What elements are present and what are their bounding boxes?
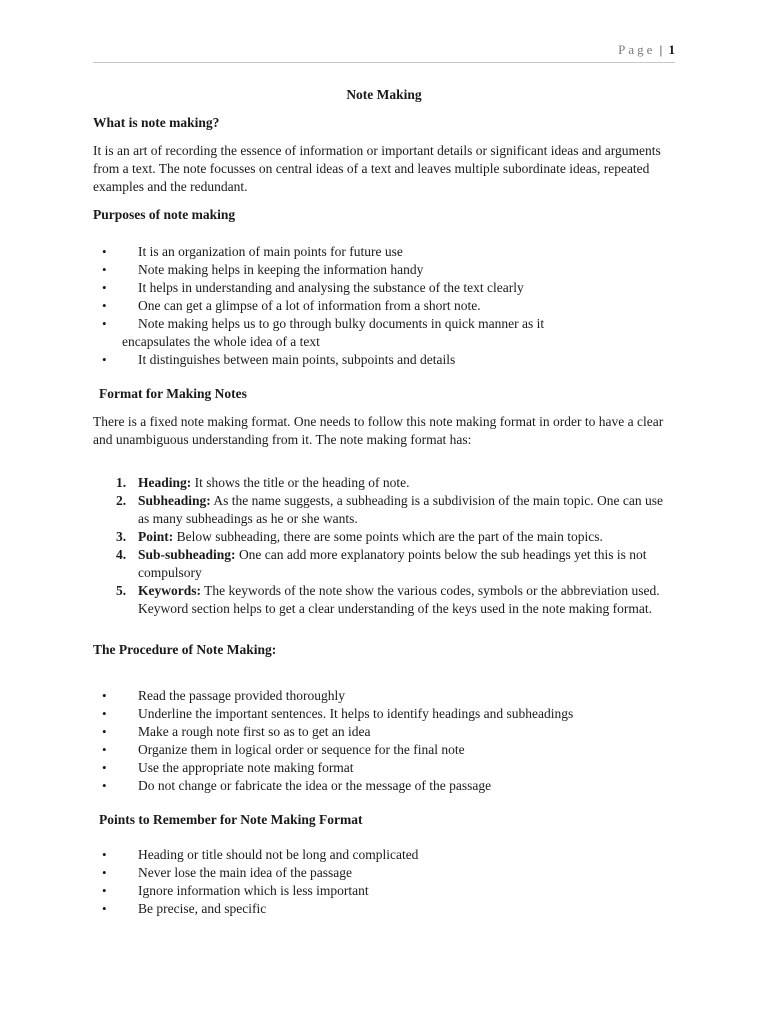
- list-item: • It distinguishes between main points, subpoints and details: [93, 351, 675, 369]
- list-item: [93, 315, 675, 351]
- list-item: [93, 492, 675, 528]
- item-number: 1.: [116, 475, 127, 490]
- document-title: Note Making: [346, 87, 422, 102]
- list-item: • Heading or title should not be long and complicated: [93, 846, 675, 864]
- list-item: • Make a rough note first so as to get an idea: [93, 723, 675, 741]
- page-label: Page: [618, 42, 656, 57]
- list-item: [93, 582, 675, 618]
- header-separator: |: [659, 42, 663, 57]
- format-list: [93, 474, 675, 618]
- list-item-text: Note making helps us to go through bulky documents in quick manner as it: [138, 316, 545, 331]
- section-heading-points: Points to Remember for Note Making Format: [99, 812, 363, 827]
- section-heading-purposes: Purposes of note making: [93, 207, 236, 222]
- item-text: As the name suggests, a subheading is a subdivision of the main topic. One can use as many subheadings as he or she wants.: [138, 493, 663, 526]
- item-term: Point:: [138, 529, 174, 544]
- list-item: • Be precise, and specific: [93, 900, 675, 918]
- list-item: • It helps in understanding and analysing the substance of the text clearly: [93, 279, 675, 297]
- section-heading-procedure: The Procedure of Note Making:: [93, 642, 277, 657]
- list-item: • One can get a glimpse of a lot of information from a short note.: [93, 297, 675, 315]
- document-body: [93, 86, 675, 918]
- procedure-list: [93, 687, 675, 795]
- list-item: [93, 474, 675, 492]
- item-number: 3.: [116, 529, 127, 544]
- item-number: 2.: [116, 493, 127, 508]
- list-item: • Underline the important sentences. It helps to identify headings and subheadings: [93, 705, 675, 723]
- item-text: One can add more explanatory points below the sub headings yet this is not compulsory: [138, 547, 647, 580]
- list-item: • It is an organization of main points for future use: [93, 243, 675, 261]
- list-item: • Do not change or fabricate the idea or the message of the passage: [93, 777, 675, 795]
- list-item: • Use the appropriate note making format: [93, 759, 675, 777]
- format-paragraph: There is a fixed note making format. One needs to follow this note making format in order to have a clear and unambiguous understanding from it. The note making format has:: [93, 414, 664, 447]
- list-item: • Note making helps in keeping the information handy: [93, 261, 675, 279]
- item-number: 4.: [116, 547, 127, 562]
- definition-paragraph: It is an art of recording the essence of information or important details or significant ideas and arguments from a text. The note focusses on central ideas of a text and leaves multiple subordinate ideas, repeated examples and the redundant.: [93, 143, 661, 194]
- list-item: • Never lose the main idea of the passage: [93, 864, 675, 882]
- section-heading-format: Format for Making Notes: [99, 386, 247, 401]
- item-text: The keywords of the note show the various codes, symbols or the abbreviation used. Keyword section helps to get a clear understanding of the keys used in the note making format.: [138, 583, 660, 616]
- header-rule: [93, 62, 675, 63]
- item-term: Heading:: [138, 475, 192, 490]
- list-item: [93, 528, 675, 546]
- purposes-list: [93, 243, 675, 369]
- list-item: • Ignore information which is less important: [93, 882, 675, 900]
- item-term: Subheading:: [138, 493, 211, 508]
- item-text: It shows the title or the heading of note.: [191, 475, 410, 490]
- item-number: 5.: [116, 583, 127, 598]
- page-number: 1: [668, 42, 675, 57]
- item-term: Sub-subheading:: [138, 547, 236, 562]
- list-item-continuation: encapsulates the whole idea of a text: [122, 334, 320, 349]
- list-item: • Read the passage provided thoroughly: [93, 687, 675, 705]
- points-list: [93, 846, 675, 918]
- list-item: [93, 546, 675, 582]
- item-term: Keywords:: [138, 583, 201, 598]
- section-heading-what-is: What is note making?: [93, 115, 220, 130]
- item-text: Below subheading, there are some points which are the part of the main topics.: [173, 529, 603, 544]
- page-header: [618, 42, 675, 58]
- list-item: • Organize them in logical order or sequence for the final note: [93, 741, 675, 759]
